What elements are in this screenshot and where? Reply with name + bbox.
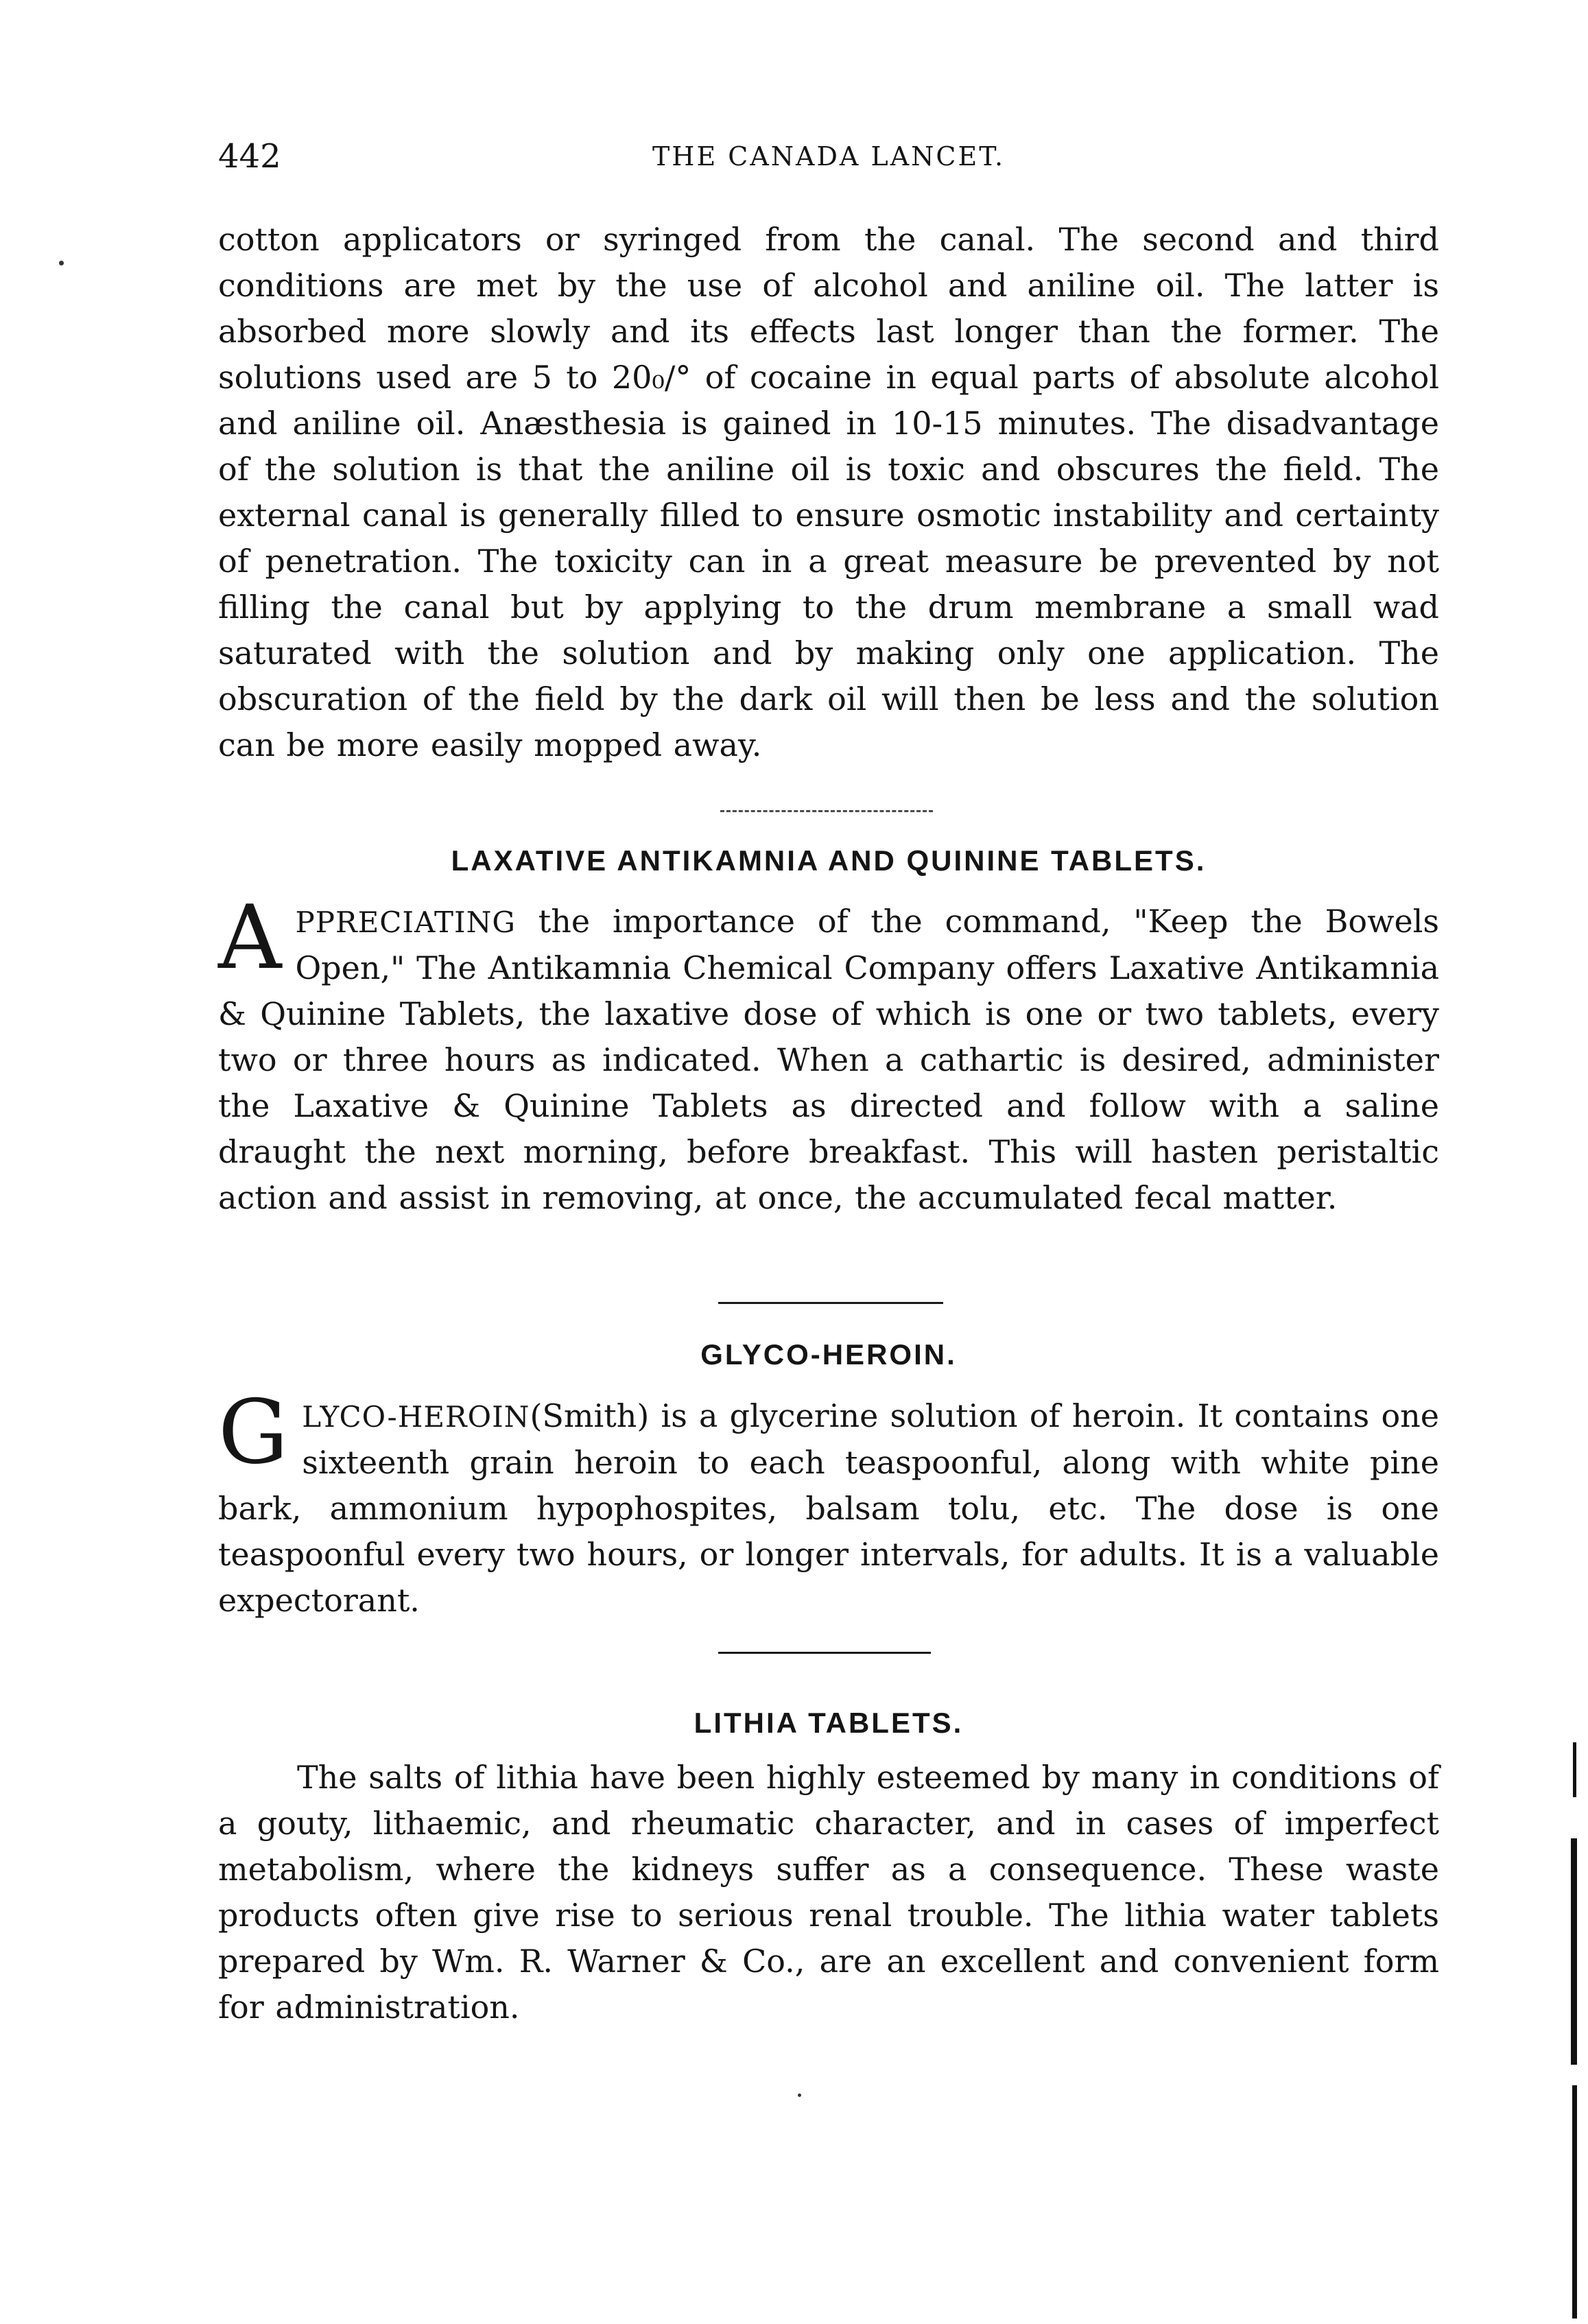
section-heading-lithia: LITHIA TABLETS. [694,1707,964,1739]
section-divider [718,1652,931,1654]
continuation-paragraph: cotton applicators or syringed from the canal. The second and third conditions are met by the use of alcohol and aniline oil. The latter is absorbed more slowly and its effects last longer than the former. The solutions used are 5 to 20₀/° of cocaine in equal parts of absolute alcohol and aniline oil. Anæsthesia is gained in 10-15 minutes. The disadvantage of the solution is that the aniline oil is toxic and obscures the field. The external canal is generally filled to ensure osmotic instability and certainty of penetration. The toxicity can in a great measure be prevented by not filling the canal but by applying to the drum membrane a small wad saturated with the solution and by making only one application. The obscuration of the field by the dark oil will then be less and the solution can be more easily mopped away. [218,221,1439,763]
scan-edge-mark [1571,1838,1577,2065]
stray-mark [59,261,64,265]
lead-word: PPRECIATING [295,905,516,939]
scan-edge-mark [1573,1742,1576,1797]
paragraph-text: the importance of the command, "Keep the Bowels Open," The Antikamnia Chemical Company offers Laxative Antikamnia & Quinine Tablets, the laxative dose of which is one or two tablets, every two or three hours as indicated. When a cathartic is desired, administer the Laxative & Quinine Tablets as directed and follow with a saline draught the next morning, before breakfast. This will hasten peristaltic action and assist in removing, at once, the accumulated fecal matter. [218,903,1439,1216]
scan-edge-mark [1572,2085,1577,2319]
dropcap-g: G [218,1382,289,1484]
section-paragraph-glyco-heroin [218,1382,1439,1624]
section-heading-glyco-heroin: GLYCO-HEROIN. [700,1338,957,1371]
lead-word: LYCO-HEROIN [302,1400,530,1434]
section-divider-dotted [720,810,933,812]
section-antikamnia [218,887,1439,1221]
running-head: THE CANADA LANCET. [652,141,1006,171]
stray-mark [798,2094,801,2097]
section-divider [718,1302,943,1304]
dropcap-a: A [218,887,282,989]
section-paragraph-antikamnia [218,887,1439,1221]
page-header [218,136,1439,177]
section-lithia [218,1755,1439,2030]
paragraph-text: (Smith) is a glycerine solution of heroin. It contains one sixteenth grain heroin to each teaspoonful, along with white pine bark, ammonium hypophospites, balsam tolu, etc. The dose is one teaspoonful every two hours, or longer intervals, for adults. It is a valuable expectorant. [218,1397,1439,1619]
section-glyco-heroin [218,1382,1439,1624]
section-paragraph-lithia: The salts of lithia have been highly esteemed by many in conditions of a gouty, lithaemic, and rheumatic character, and in cases of imperfect metabolism, where the kidneys suffer as a consequence. These waste products often give rise to serious renal trouble. The lithia water tablets prepared by Wm. R. Warner & Co., are an excellent and convenient form for administration. [218,1759,1439,2026]
page-number: 442 [218,137,281,176]
section-heading-antikamnia: LAXATIVE ANTIKAMNIA AND QUININE TABLETS. [451,844,1207,877]
continuation-block [218,217,1439,768]
